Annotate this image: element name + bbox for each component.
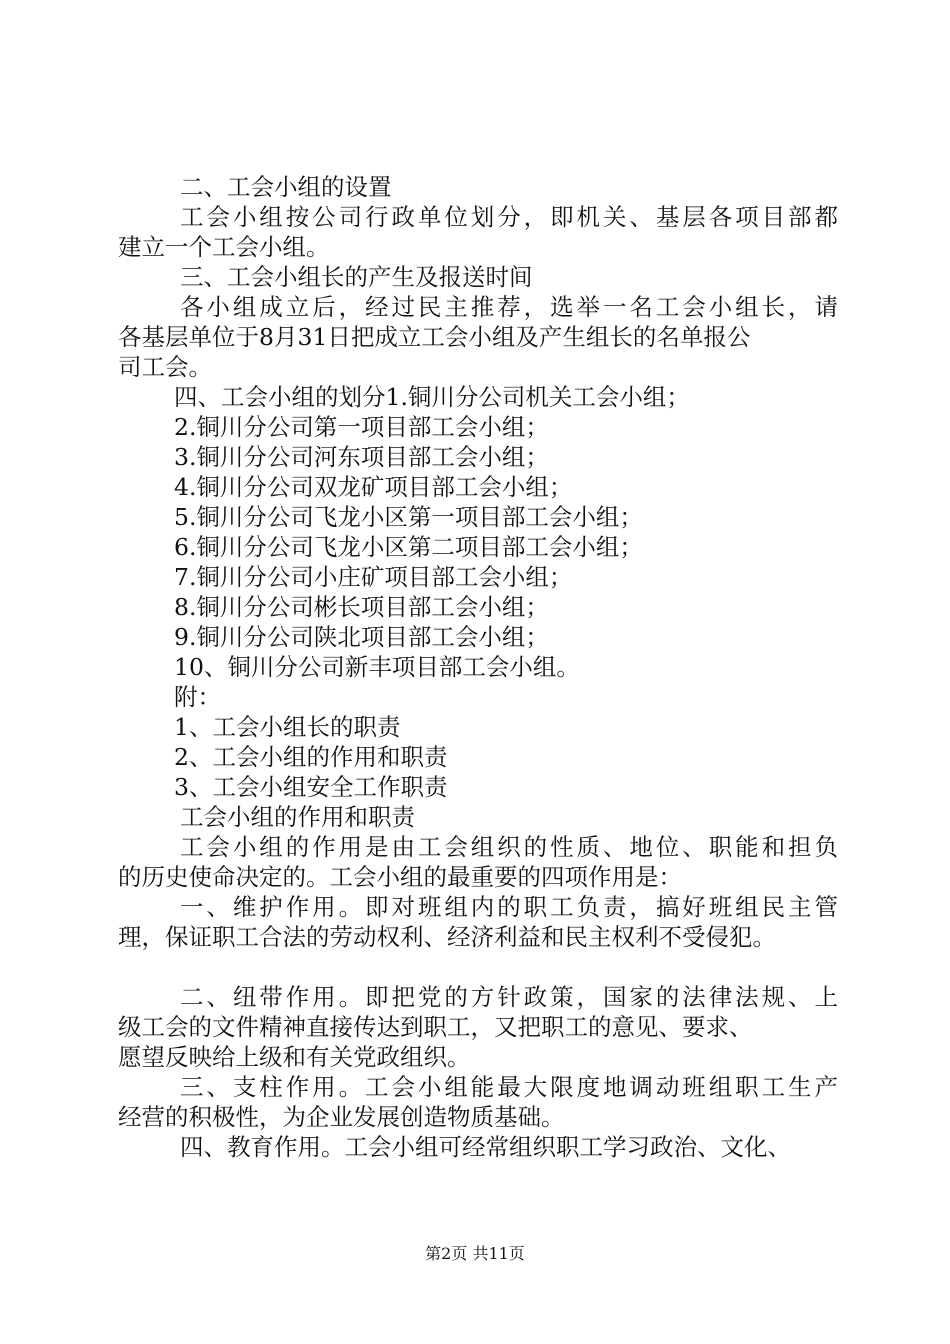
paragraph-line: 级工会的文件精神直接传达到职工，又把职工的意见、要求、 — [118, 1013, 753, 1041]
paragraph-line: 建立一个工会小组。 — [118, 233, 330, 261]
appendix-item: 3、工会小组安全工作职责 — [174, 773, 448, 801]
paragraph-line: 三、支柱作用。工会小组能最大限度地调动班组职工生产 — [180, 1073, 838, 1101]
paragraph-line: 理，保证职工合法的劳动权利、经济利益和民主权利不受侵犯。 — [118, 923, 776, 951]
paragraph-line: 四、教育作用。工会小组可经常组织职工学习政治、文化、 — [180, 1133, 791, 1161]
section-heading-leader: 三、工会小组长的产生及报送时间 — [180, 263, 533, 291]
paragraph-line: 各小组成立后，经过民主推荐，选举一名工会小组长，请 — [180, 293, 838, 321]
subtitle: 工会小组的作用和职责 — [180, 803, 415, 831]
paragraph-line: 各基层单位于8月31日把成立工会小组及产生组长的名单报公 — [118, 323, 751, 351]
appendix-item: 2、工会小组的作用和职责 — [174, 743, 448, 771]
list-item: 7.铜川分公司小庄矿项目部工会小组； — [174, 563, 573, 591]
paragraph-line: 经营的积极性，为企业发展创造物质基础。 — [118, 1103, 565, 1131]
list-item: 10、铜川分公司新丰项目部工会小组。 — [174, 653, 580, 681]
page-footer: 第2页 共11页 — [425, 1244, 525, 1263]
section-heading-division: 四、工会小组的划分1.铜川分公司机关工会小组； — [174, 383, 690, 411]
list-item: 4.铜川分公司双龙矿项目部工会小组； — [174, 473, 573, 501]
document-body — [118, 172, 838, 1162]
list-item: 6.铜川分公司飞龙小区第二项目部工会小组； — [174, 533, 643, 561]
appendix-label: 附： — [174, 683, 221, 711]
list-item: 2.铜川分公司第一项目部工会小组； — [174, 413, 549, 441]
paragraph-line: 一、维护作用。即对班组内的职工负责，搞好班组民主管 — [180, 893, 838, 921]
paragraph-line: 工会小组的作用是由工会组织的性质、地位、职能和担负 — [180, 833, 838, 861]
section-heading-setup: 二、工会小组的设置 — [180, 173, 392, 201]
list-item: 8.铜川分公司彬长项目部工会小组； — [174, 593, 549, 621]
paragraph-gap — [118, 952, 838, 982]
paragraph-line: 的历史使命决定的。工会小组的最重要的四项作用是： — [118, 863, 682, 891]
paragraph-line: 愿望反映给上级和有关党政组织。 — [118, 1043, 471, 1071]
list-item: 5.铜川分公司飞龙小区第一项目部工会小组； — [174, 503, 643, 531]
paragraph-line: 工会小组按公司行政单位划分，即机关、基层各项目部都 — [180, 203, 838, 231]
list-item: 9.铜川分公司陕北项目部工会小组； — [174, 623, 549, 651]
paragraph-line: 二、纽带作用。即把党的方针政策，国家的法律法规、上 — [180, 983, 838, 1011]
paragraph-line: 司工会。 — [118, 353, 212, 381]
list-item: 3.铜川分公司河东项目部工会小组； — [174, 443, 549, 471]
appendix-item: 1、工会小组长的职责 — [174, 713, 401, 741]
